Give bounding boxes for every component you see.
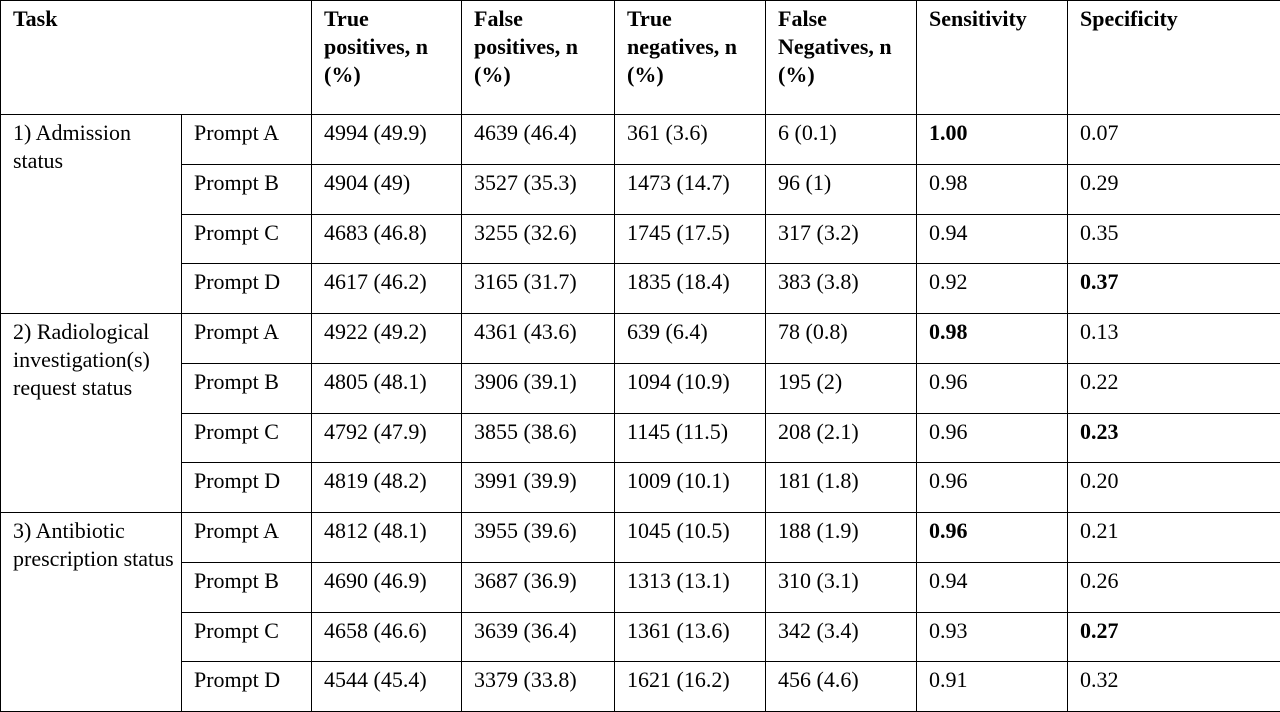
table-row bbox=[1, 214, 1280, 264]
fp-cell: 3855 (38.6) bbox=[462, 413, 615, 463]
tn-cell: 1009 (10.1) bbox=[615, 463, 766, 513]
fn-cell: 208 (2.1) bbox=[766, 413, 917, 463]
specificity-cell: 0.22 bbox=[1068, 363, 1280, 413]
specificity-cell: 0.07 bbox=[1068, 115, 1280, 165]
fn-cell: 342 (3.4) bbox=[766, 612, 917, 662]
fp-cell: 4639 (46.4) bbox=[462, 115, 615, 165]
table-row bbox=[1, 612, 1280, 662]
table-row bbox=[1, 463, 1280, 513]
table-row bbox=[1, 115, 1280, 165]
fn-cell: 383 (3.8) bbox=[766, 264, 917, 314]
prompt-cell: Prompt D bbox=[182, 662, 312, 712]
tp-cell: 4805 (48.1) bbox=[312, 363, 462, 413]
tp-cell: 4819 (48.2) bbox=[312, 463, 462, 513]
tp-cell: 4690 (46.9) bbox=[312, 562, 462, 612]
specificity-cell: 0.26 bbox=[1068, 562, 1280, 612]
fn-cell: 317 (3.2) bbox=[766, 214, 917, 264]
task-cell: 3) Antibiotic prescription status bbox=[1, 513, 182, 712]
tp-cell: 4792 (47.9) bbox=[312, 413, 462, 463]
sensitivity-cell: 1.00 bbox=[917, 115, 1068, 165]
specificity-cell: 0.23 bbox=[1068, 413, 1280, 463]
header-sensitivity: Sensitivity bbox=[917, 1, 1068, 115]
tp-cell: 4812 (48.1) bbox=[312, 513, 462, 563]
tn-cell: 1473 (14.7) bbox=[615, 164, 766, 214]
tp-cell: 4922 (49.2) bbox=[312, 314, 462, 364]
sensitivity-cell: 0.98 bbox=[917, 164, 1068, 214]
sensitivity-cell: 0.94 bbox=[917, 562, 1068, 612]
header-task: Task bbox=[1, 1, 312, 115]
tn-cell: 1313 (13.1) bbox=[615, 562, 766, 612]
prompt-cell: Prompt A bbox=[182, 115, 312, 165]
sensitivity-cell: 0.93 bbox=[917, 612, 1068, 662]
specificity-cell: 0.27 bbox=[1068, 612, 1280, 662]
table-row bbox=[1, 164, 1280, 214]
tn-cell: 1045 (10.5) bbox=[615, 513, 766, 563]
header-false-positives: False positives, n (%) bbox=[462, 1, 615, 115]
sensitivity-cell: 0.96 bbox=[917, 513, 1068, 563]
fp-cell: 3906 (39.1) bbox=[462, 363, 615, 413]
header-specificity: Specificity bbox=[1068, 1, 1280, 115]
prompt-cell: Prompt B bbox=[182, 562, 312, 612]
prompt-cell: Prompt B bbox=[182, 164, 312, 214]
fn-cell: 6 (0.1) bbox=[766, 115, 917, 165]
specificity-cell: 0.20 bbox=[1068, 463, 1280, 513]
prompt-cell: Prompt C bbox=[182, 413, 312, 463]
tn-cell: 1094 (10.9) bbox=[615, 363, 766, 413]
table-row bbox=[1, 513, 1280, 563]
header-true-negatives: True negatives, n (%) bbox=[615, 1, 766, 115]
fp-cell: 3255 (32.6) bbox=[462, 214, 615, 264]
task-cell: 2) Radiological investigation(s) request status bbox=[1, 314, 182, 513]
tp-cell: 4683 (46.8) bbox=[312, 214, 462, 264]
tn-cell: 1745 (17.5) bbox=[615, 214, 766, 264]
table-row bbox=[1, 413, 1280, 463]
tp-cell: 4904 (49) bbox=[312, 164, 462, 214]
sensitivity-cell: 0.92 bbox=[917, 264, 1068, 314]
sensitivity-cell: 0.98 bbox=[917, 314, 1068, 364]
sensitivity-cell: 0.94 bbox=[917, 214, 1068, 264]
table-row bbox=[1, 314, 1280, 364]
prompt-cell: Prompt C bbox=[182, 612, 312, 662]
header-false-negatives: False Negatives, n (%) bbox=[766, 1, 917, 115]
tn-cell: 1835 (18.4) bbox=[615, 264, 766, 314]
tp-cell: 4658 (46.6) bbox=[312, 612, 462, 662]
prompt-cell: Prompt C bbox=[182, 214, 312, 264]
specificity-cell: 0.29 bbox=[1068, 164, 1280, 214]
tn-cell: 1145 (11.5) bbox=[615, 413, 766, 463]
tn-cell: 361 (3.6) bbox=[615, 115, 766, 165]
tp-cell: 4544 (45.4) bbox=[312, 662, 462, 712]
tn-cell: 1621 (16.2) bbox=[615, 662, 766, 712]
fn-cell: 188 (1.9) bbox=[766, 513, 917, 563]
fp-cell: 3379 (33.8) bbox=[462, 662, 615, 712]
header-true-positives: True positives, n (%) bbox=[312, 1, 462, 115]
table-row bbox=[1, 662, 1280, 712]
specificity-cell: 0.35 bbox=[1068, 214, 1280, 264]
specificity-cell: 0.32 bbox=[1068, 662, 1280, 712]
sensitivity-cell: 0.91 bbox=[917, 662, 1068, 712]
tn-cell: 639 (6.4) bbox=[615, 314, 766, 364]
fp-cell: 3955 (39.6) bbox=[462, 513, 615, 563]
tn-cell: 1361 (13.6) bbox=[615, 612, 766, 662]
specificity-cell: 0.21 bbox=[1068, 513, 1280, 563]
fp-cell: 3165 (31.7) bbox=[462, 264, 615, 314]
prompt-cell: Prompt A bbox=[182, 314, 312, 364]
table-row bbox=[1, 363, 1280, 413]
tp-cell: 4994 (49.9) bbox=[312, 115, 462, 165]
sensitivity-cell: 0.96 bbox=[917, 413, 1068, 463]
specificity-cell: 0.13 bbox=[1068, 314, 1280, 364]
table-row bbox=[1, 562, 1280, 612]
prompt-cell: Prompt A bbox=[182, 513, 312, 563]
table-row bbox=[1, 264, 1280, 314]
fn-cell: 310 (3.1) bbox=[766, 562, 917, 612]
fn-cell: 181 (1.8) bbox=[766, 463, 917, 513]
fp-cell: 3991 (39.9) bbox=[462, 463, 615, 513]
prompt-cell: Prompt D bbox=[182, 463, 312, 513]
header-row bbox=[1, 1, 1280, 115]
fp-cell: 3527 (35.3) bbox=[462, 164, 615, 214]
fp-cell: 3639 (36.4) bbox=[462, 612, 615, 662]
fp-cell: 4361 (43.6) bbox=[462, 314, 615, 364]
fn-cell: 78 (0.8) bbox=[766, 314, 917, 364]
sensitivity-cell: 0.96 bbox=[917, 463, 1068, 513]
fp-cell: 3687 (36.9) bbox=[462, 562, 615, 612]
fn-cell: 195 (2) bbox=[766, 363, 917, 413]
prompt-cell: Prompt B bbox=[182, 363, 312, 413]
prompt-cell: Prompt D bbox=[182, 264, 312, 314]
tp-cell: 4617 (46.2) bbox=[312, 264, 462, 314]
task-cell: 1) Admission status bbox=[1, 115, 182, 314]
sensitivity-cell: 0.96 bbox=[917, 363, 1068, 413]
fn-cell: 96 (1) bbox=[766, 164, 917, 214]
fn-cell: 456 (4.6) bbox=[766, 662, 917, 712]
specificity-cell: 0.37 bbox=[1068, 264, 1280, 314]
